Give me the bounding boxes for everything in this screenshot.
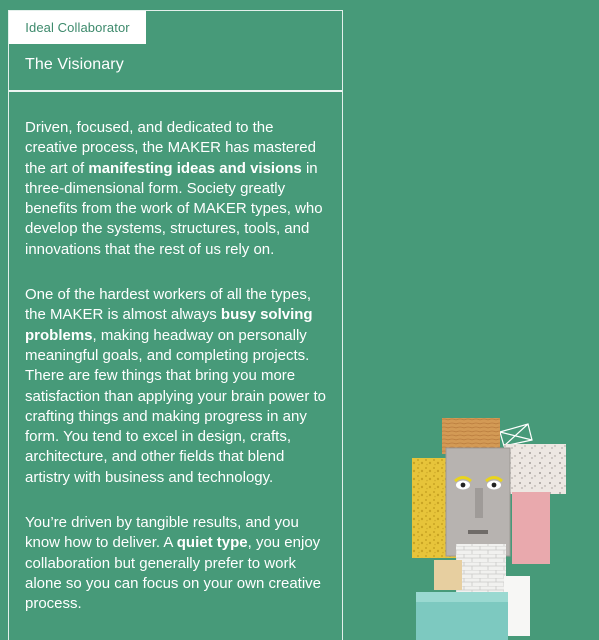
p2-text-a: One of the hardest workers of all the types, the MAKER is almost always [25, 286, 311, 324]
p3-emphasis: quiet type [176, 534, 248, 552]
maker-block-figure-illustration [408, 410, 578, 640]
p3-text-a: You’re driven by tangible results, and you know how to deliver. A [25, 514, 299, 552]
personality-card [8, 10, 343, 640]
description-text [25, 118, 330, 640]
speckled-block-shape [504, 444, 566, 494]
p1-text-a: Driven, focused, and dedicated to the creative process, the MAKER has mastered the art of [25, 119, 316, 177]
p1-text-c: in three-dimensional form. Society greatly benefits from the work of MAKER types, who develop the systems, structures, tools, and innovations that the rest of us rely on. [25, 159, 323, 258]
wire-frame-shape [500, 424, 532, 446]
p2-emphasis: busy solving problems [25, 306, 313, 344]
card-divider [9, 90, 342, 92]
p3-text-c: , you enjoy collaboration but generally prefer to work alone so you can focus on your own creative process. [25, 534, 322, 613]
paragraph-3 [25, 513, 330, 614]
p1-emphasis: manifesting ideas and visions [88, 159, 302, 177]
brick-block-shape [456, 544, 506, 592]
paragraph-1 [25, 118, 330, 260]
tab-ideal-collaborator[interactable]: Ideal Collaborator [9, 11, 146, 44]
paragraph-2 [25, 285, 330, 488]
p2-text-c: , making headway on personally meaningful goals, and completing projects. There are few things that bring you more satisfaction than applying your brain power to crafting things and making progress in any form. You tend to excel in design, crafts, architecture, and other fields that blend artistry with business and technology. [25, 326, 327, 486]
tan-block-shape [434, 560, 462, 590]
pink-block-shape [512, 492, 550, 564]
card-subtitle: The Visionary [25, 56, 124, 73]
